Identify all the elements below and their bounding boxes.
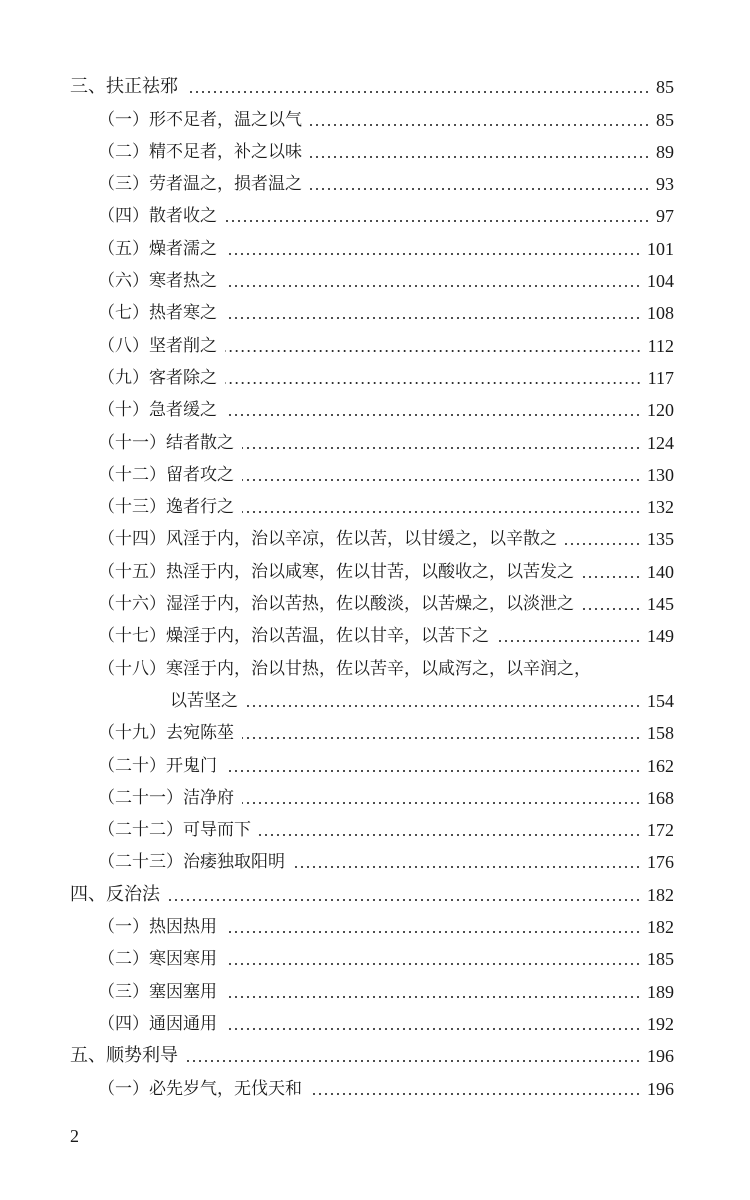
dot-leader <box>582 608 641 610</box>
dot-leader <box>168 899 641 901</box>
toc-entry-title: （二）寒因寒用 <box>98 949 217 970</box>
toc-entry-title: （二十三）治痿独取阳明 <box>98 852 285 873</box>
toc-entry-title: （十八）寒淫于内，治以甘热，佐以苦辛，以咸泻之，以辛润之， <box>98 658 591 679</box>
dot-leader <box>186 1060 641 1062</box>
toc-entry-page: 132 <box>647 497 674 518</box>
dot-leader <box>246 705 641 707</box>
toc-entry <box>70 680 674 712</box>
page-number: 2 <box>70 1126 79 1146</box>
toc-entry-page: 182 <box>647 917 674 938</box>
dot-leader <box>225 350 642 352</box>
dot-leader <box>293 866 641 868</box>
toc-section-entry <box>70 1035 674 1067</box>
dot-leader <box>186 91 650 93</box>
toc-entry-title: 四、反治法 <box>70 883 160 905</box>
toc-entry <box>70 938 674 970</box>
toc-entry <box>70 744 674 776</box>
toc-entry-title: （三）劳者温之，损者温之 <box>98 174 302 195</box>
dot-leader <box>225 220 650 222</box>
toc-entry-title: 五、顺势利导 <box>70 1045 178 1067</box>
toc-entry-title: （十六）湿淫于内，治以苦热，佐以酸淡，以苦燥之，以淡泄之 <box>98 594 574 615</box>
toc-entry-title: （十）急者缓之 <box>98 400 217 421</box>
toc-entry <box>70 777 674 809</box>
dot-leader <box>242 511 641 513</box>
toc-entry-page: 189 <box>647 981 674 1002</box>
dot-leader <box>259 834 641 836</box>
toc-entry-title: （一）形不足者，温之以气 <box>98 109 302 130</box>
toc-entry-page: 89 <box>656 141 674 162</box>
toc-entry-page: 182 <box>647 884 674 905</box>
toc-entry <box>70 260 674 292</box>
toc-entry-page: 172 <box>647 820 674 841</box>
toc-entry <box>70 292 674 324</box>
toc-entry-page: 192 <box>647 1013 674 1034</box>
toc-entry <box>70 98 674 130</box>
toc-entry-title: （三）塞因塞用 <box>98 981 217 1002</box>
toc-entry-page: 85 <box>656 77 674 98</box>
dot-leader <box>225 414 641 416</box>
toc-entry-page: 124 <box>647 432 674 453</box>
toc-entry-title: （十四）风淫于内，治以辛凉，佐以苦，以甘缓之，以辛散之 <box>98 529 557 550</box>
toc-entry-page: 158 <box>647 723 674 744</box>
toc-entry-page: 117 <box>647 367 674 388</box>
dot-leader <box>225 253 641 255</box>
dot-leader <box>225 1028 641 1030</box>
dot-leader <box>497 640 641 642</box>
dot-leader <box>310 1093 641 1095</box>
toc-entry <box>70 131 674 163</box>
toc-entry-page: 168 <box>647 787 674 808</box>
toc-entry-page: 93 <box>656 174 674 195</box>
toc-entry-page: 85 <box>656 109 674 130</box>
dot-leader <box>242 447 641 449</box>
toc-entry-title: （十九）去宛陈莝 <box>98 723 234 744</box>
dot-leader <box>225 963 641 965</box>
dot-leader <box>565 543 641 545</box>
toc-entry <box>70 583 674 615</box>
toc-entry-title: （十五）热淫于内，治以咸寒，佐以甘苦，以酸收之，以苦发之 <box>98 561 574 582</box>
toc-entry <box>70 906 674 938</box>
toc-entry <box>70 195 674 227</box>
toc-entry-page: 108 <box>647 303 674 324</box>
toc-entry-page: 145 <box>647 594 674 615</box>
dot-leader <box>242 737 641 739</box>
toc-entry-title: 三、扶正祛邪 <box>70 76 178 98</box>
toc-entry <box>70 227 674 259</box>
toc-entry <box>70 809 674 841</box>
table-of-contents <box>70 66 674 1100</box>
toc-entry-title: （一）热因热用 <box>98 917 217 938</box>
toc-entry-page: 104 <box>647 271 674 292</box>
dot-leader <box>225 382 642 384</box>
toc-entry-page: 130 <box>647 464 674 485</box>
toc-entry <box>70 163 674 195</box>
dot-leader <box>242 479 641 481</box>
toc-entry-page: 120 <box>647 400 674 421</box>
toc-entry-page: 154 <box>647 690 674 711</box>
toc-entry <box>70 841 674 873</box>
toc-entry-title: （十一）结者散之 <box>98 432 234 453</box>
dot-leader <box>582 576 641 578</box>
toc-entry-title: （五）燥者濡之 <box>98 238 217 259</box>
toc-entry-title: （十七）燥淫于内，治以苦温，佐以甘辛，以苦下之 <box>98 626 489 647</box>
dot-leader <box>225 770 641 772</box>
toc-entry-title: （一）必先岁气，无伐天和 <box>98 1078 302 1099</box>
toc-entry-page: 149 <box>647 626 674 647</box>
toc-entry <box>70 454 674 486</box>
toc-entry <box>70 1003 674 1035</box>
toc-entry <box>70 647 674 679</box>
toc-entry-title: （十二）留者攻之 <box>98 464 234 485</box>
toc-entry-page: 112 <box>647 335 674 356</box>
dot-leader <box>225 931 641 933</box>
toc-section-entry <box>70 66 674 98</box>
toc-entry-title: （二十一）洁净府 <box>98 787 234 808</box>
toc-entry-page: 196 <box>647 1078 674 1099</box>
toc-entry-page: 135 <box>647 529 674 550</box>
toc-entry <box>70 970 674 1002</box>
toc-entry-title: （九）客者除之 <box>98 367 217 388</box>
toc-entry <box>70 421 674 453</box>
toc-entry-title: （二十二）可导而下 <box>98 820 251 841</box>
dot-leader <box>225 317 641 319</box>
toc-entry-page: 185 <box>647 949 674 970</box>
toc-entry-page: 162 <box>647 755 674 776</box>
dot-leader <box>225 996 641 998</box>
toc-entry-title: （八）坚者削之 <box>98 335 217 356</box>
toc-section-entry <box>70 873 674 905</box>
dot-leader <box>310 156 650 158</box>
toc-entry <box>70 486 674 518</box>
toc-entry-page: 101 <box>647 238 674 259</box>
toc-entry-page: 140 <box>647 561 674 582</box>
toc-entry-title: （十三）逸者行之 <box>98 497 234 518</box>
toc-entry-title: （四）通因通用 <box>98 1013 217 1034</box>
toc-entry-title: （二十）开鬼门 <box>98 755 217 776</box>
toc-entry-title: （六）寒者热之 <box>98 271 217 292</box>
toc-entry-page: 176 <box>647 852 674 873</box>
toc-entry <box>70 518 674 550</box>
toc-entry-title: （四）散者收之 <box>98 206 217 227</box>
toc-entry-title: 以苦坚之 <box>170 690 238 711</box>
dot-leader <box>310 188 650 190</box>
toc-entry <box>70 324 674 356</box>
dot-leader <box>242 802 641 804</box>
dot-leader <box>225 285 641 287</box>
toc-entry-page: 196 <box>647 1046 674 1067</box>
toc-entry <box>70 389 674 421</box>
toc-entry <box>70 712 674 744</box>
toc-entry <box>70 357 674 389</box>
toc-entry-page: 97 <box>656 206 674 227</box>
toc-entry-title: （二）精不足者，补之以味 <box>98 141 302 162</box>
toc-entry-title: （七）热者寒之 <box>98 303 217 324</box>
toc-entry <box>70 615 674 647</box>
dot-leader <box>310 124 650 126</box>
toc-entry <box>70 550 674 582</box>
toc-entry <box>70 1067 674 1099</box>
